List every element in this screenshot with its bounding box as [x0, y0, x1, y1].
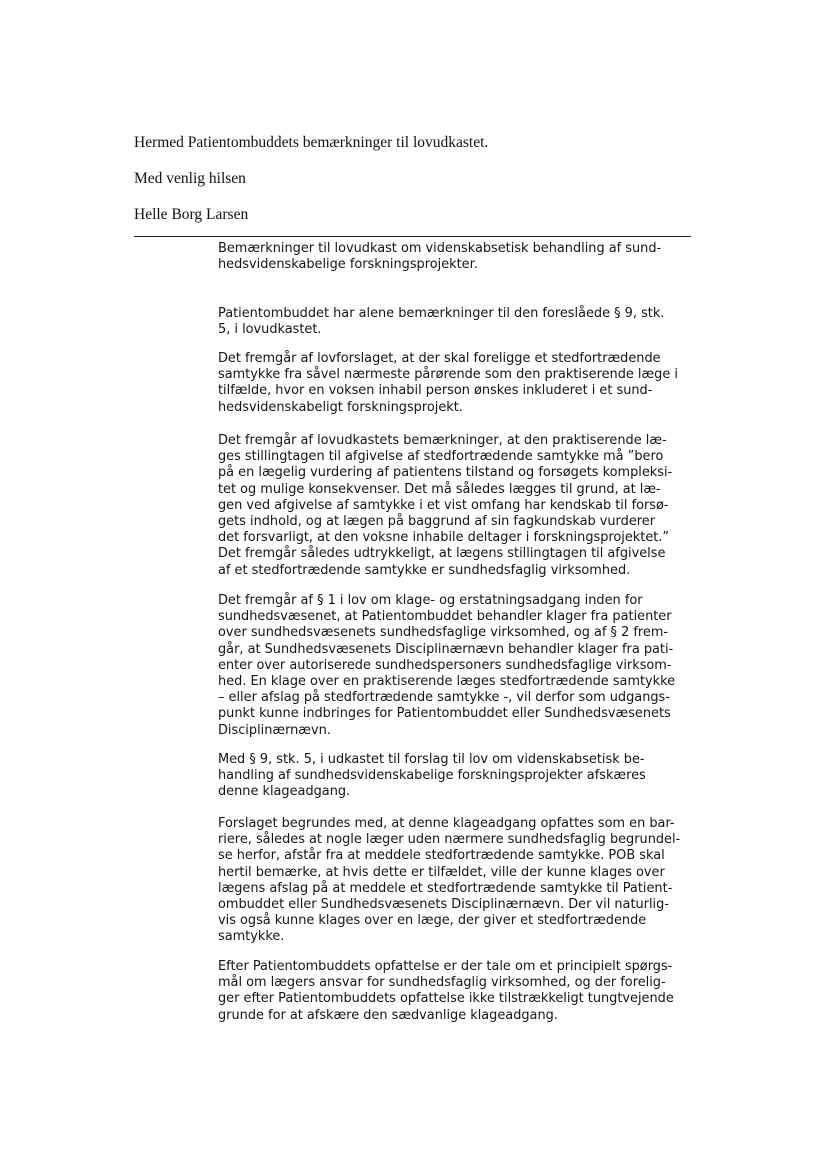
paragraph-line: handling af sundhedsvidenskabelige forskningsprojekter afskæres — [218, 768, 646, 784]
paragraph-line: punkt kunne indbringes for Patientombuddet eller Sundhedsvæsenets — [218, 706, 671, 722]
paragraph-line: over sundhedsvæsenets sundhedsfaglige virksomhed, og af § 2 frem- — [218, 625, 669, 641]
paragraph-line: hertil bemærke, at hvis dette er tilfældet, ville der kunne klages over — [218, 864, 665, 880]
paragraph-line: gets indhold, og at lægen på baggrund af sin fagkundskab vurderer — [218, 514, 655, 530]
title-line: hedsvidenskabelige forskningsprojekter. — [218, 257, 478, 273]
paragraph-line: af et stedfortrædende samtykke er sundhedsfaglig virksomhed. — [218, 562, 631, 578]
paragraph-line: denne klageadgang. — [218, 784, 351, 800]
paragraph-line: Det fremgår af lovforslaget, at der skal foreligge et stedfortrædende — [218, 351, 661, 366]
closing-line: Med venlig hilsen — [134, 170, 246, 187]
paragraph-line: Det fremgår af § 1 i lov om klage- og erstatningsadgang inden for — [218, 593, 643, 608]
paragraph-line: det forsvarligt, at den voksne inhabile deltager i forskningsprojektet.” — [218, 530, 670, 546]
paragraph-line: Forslaget begrundes med, at denne klageadgang opfattes som en bar- — [218, 816, 675, 831]
paragraph-line: ombuddet eller Sundhedsvæsenets Disciplinærnævn. Der vil naturlig- — [218, 897, 669, 913]
paragraph-line: samtykke. — [218, 929, 285, 945]
intro-line: Hermed Patientombuddets bemærkninger til lovudkastet. — [134, 134, 489, 151]
paragraph-line: lægens afslag på at meddele et stedfortrædende samtykke til Patient- — [218, 880, 673, 896]
paragraph-line: enter over autoriserede sundhedspersoners sundhedsfaglige virksom- — [218, 657, 672, 673]
paragraph-line: sundhedsvæsenet, at Patientombuddet behandler klager fra patienter — [218, 609, 672, 625]
paragraph-line: går, at Sundhedsvæsenets Disciplinærnævn behandler klager fra pati- — [218, 641, 674, 657]
paragraph-line: Patientombuddet har alene bemærkninger til den foreslåede § 9, stk. — [218, 306, 665, 321]
paragraph-5 — [218, 752, 703, 801]
paragraph-line: riere, således at nogle læger uden nærmere sundhedsfaglig begrundel- — [218, 832, 681, 848]
paragraph-line: Efter Patientombuddets opfattelse er der tale om et principielt spørgs- — [218, 959, 673, 974]
paragraph-3 — [218, 433, 703, 579]
paragraph-line: tet og mulige konsekvenser. Det må således lægges til grund, at læ- — [218, 481, 661, 497]
paragraph-line: gen ved afgivelse af samtykke i et vist omfang har kendskab til forsø- — [218, 497, 669, 513]
paragraph-line: Det fremgår af lovudkastets bemærkninger, at den praktiserende læ- — [218, 433, 667, 448]
signature-line: Helle Borg Larsen — [134, 206, 249, 223]
remarks-title — [218, 241, 703, 273]
paragraph-4 — [218, 593, 703, 739]
separator-rule — [134, 236, 691, 237]
paragraph-line: ger efter Patientombuddets opfattelse ikke tilstrækkeligt tungtvejende — [218, 991, 674, 1007]
paragraph-2 — [218, 351, 703, 416]
paragraph-line: Disciplinærnævn. — [218, 722, 331, 738]
paragraph-line: se herfor, afstår fra at meddele stedfortrædende samtykke. POB skal — [218, 848, 665, 864]
paragraph-line: hedsvidenskabeligt forskningsprojekt. — [218, 399, 463, 415]
paragraph-line: tilfælde, hvor en voksen inhabil person ønskes inkluderet i et sund- — [218, 383, 653, 399]
paragraph-6 — [218, 816, 703, 946]
paragraph-line: mål om lægers ansvar for sundhedsfaglig virksomhed, og der forelig- — [218, 975, 666, 991]
paragraph-line: vis også kunne klages over en læge, der giver et stedfortrædende — [218, 913, 647, 929]
paragraph-line: på en lægelig vurdering af patientens tilstand og forsøgets kompleksi- — [218, 465, 673, 481]
title-line: Bemærkninger til lovudkast om videnskabsetisk behandling af sund- — [218, 241, 662, 256]
paragraph-line: 5, i lovudkastet. — [218, 322, 322, 338]
paragraph-line: Med § 9, stk. 5, i udkastet til forslag til lov om videnskabsetisk be- — [218, 752, 645, 767]
paragraph-line: samtykke fra såvel nærmeste pårørende som den praktiserende læge i — [218, 367, 678, 383]
paragraph-line: – eller afslag på stedfortrædende samtykke -, vil derfor som udgangs- — [218, 690, 670, 706]
paragraph-line: Det fremgår således udtrykkeligt, at lægens stillingtagen til afgivelse — [218, 546, 666, 562]
paragraph-7 — [218, 959, 703, 1024]
paragraph-line: grunde for at afskære den sædvanlige klageadgang. — [218, 1007, 558, 1023]
paragraph-line: ges stillingtagen til afgivelse af stedfortrædende samtykke må ”bero — [218, 449, 664, 465]
paragraph-line: hed. En klage over en praktiserende læges stedfortrædende samtykke — [218, 674, 676, 690]
paragraph-1 — [218, 306, 703, 338]
